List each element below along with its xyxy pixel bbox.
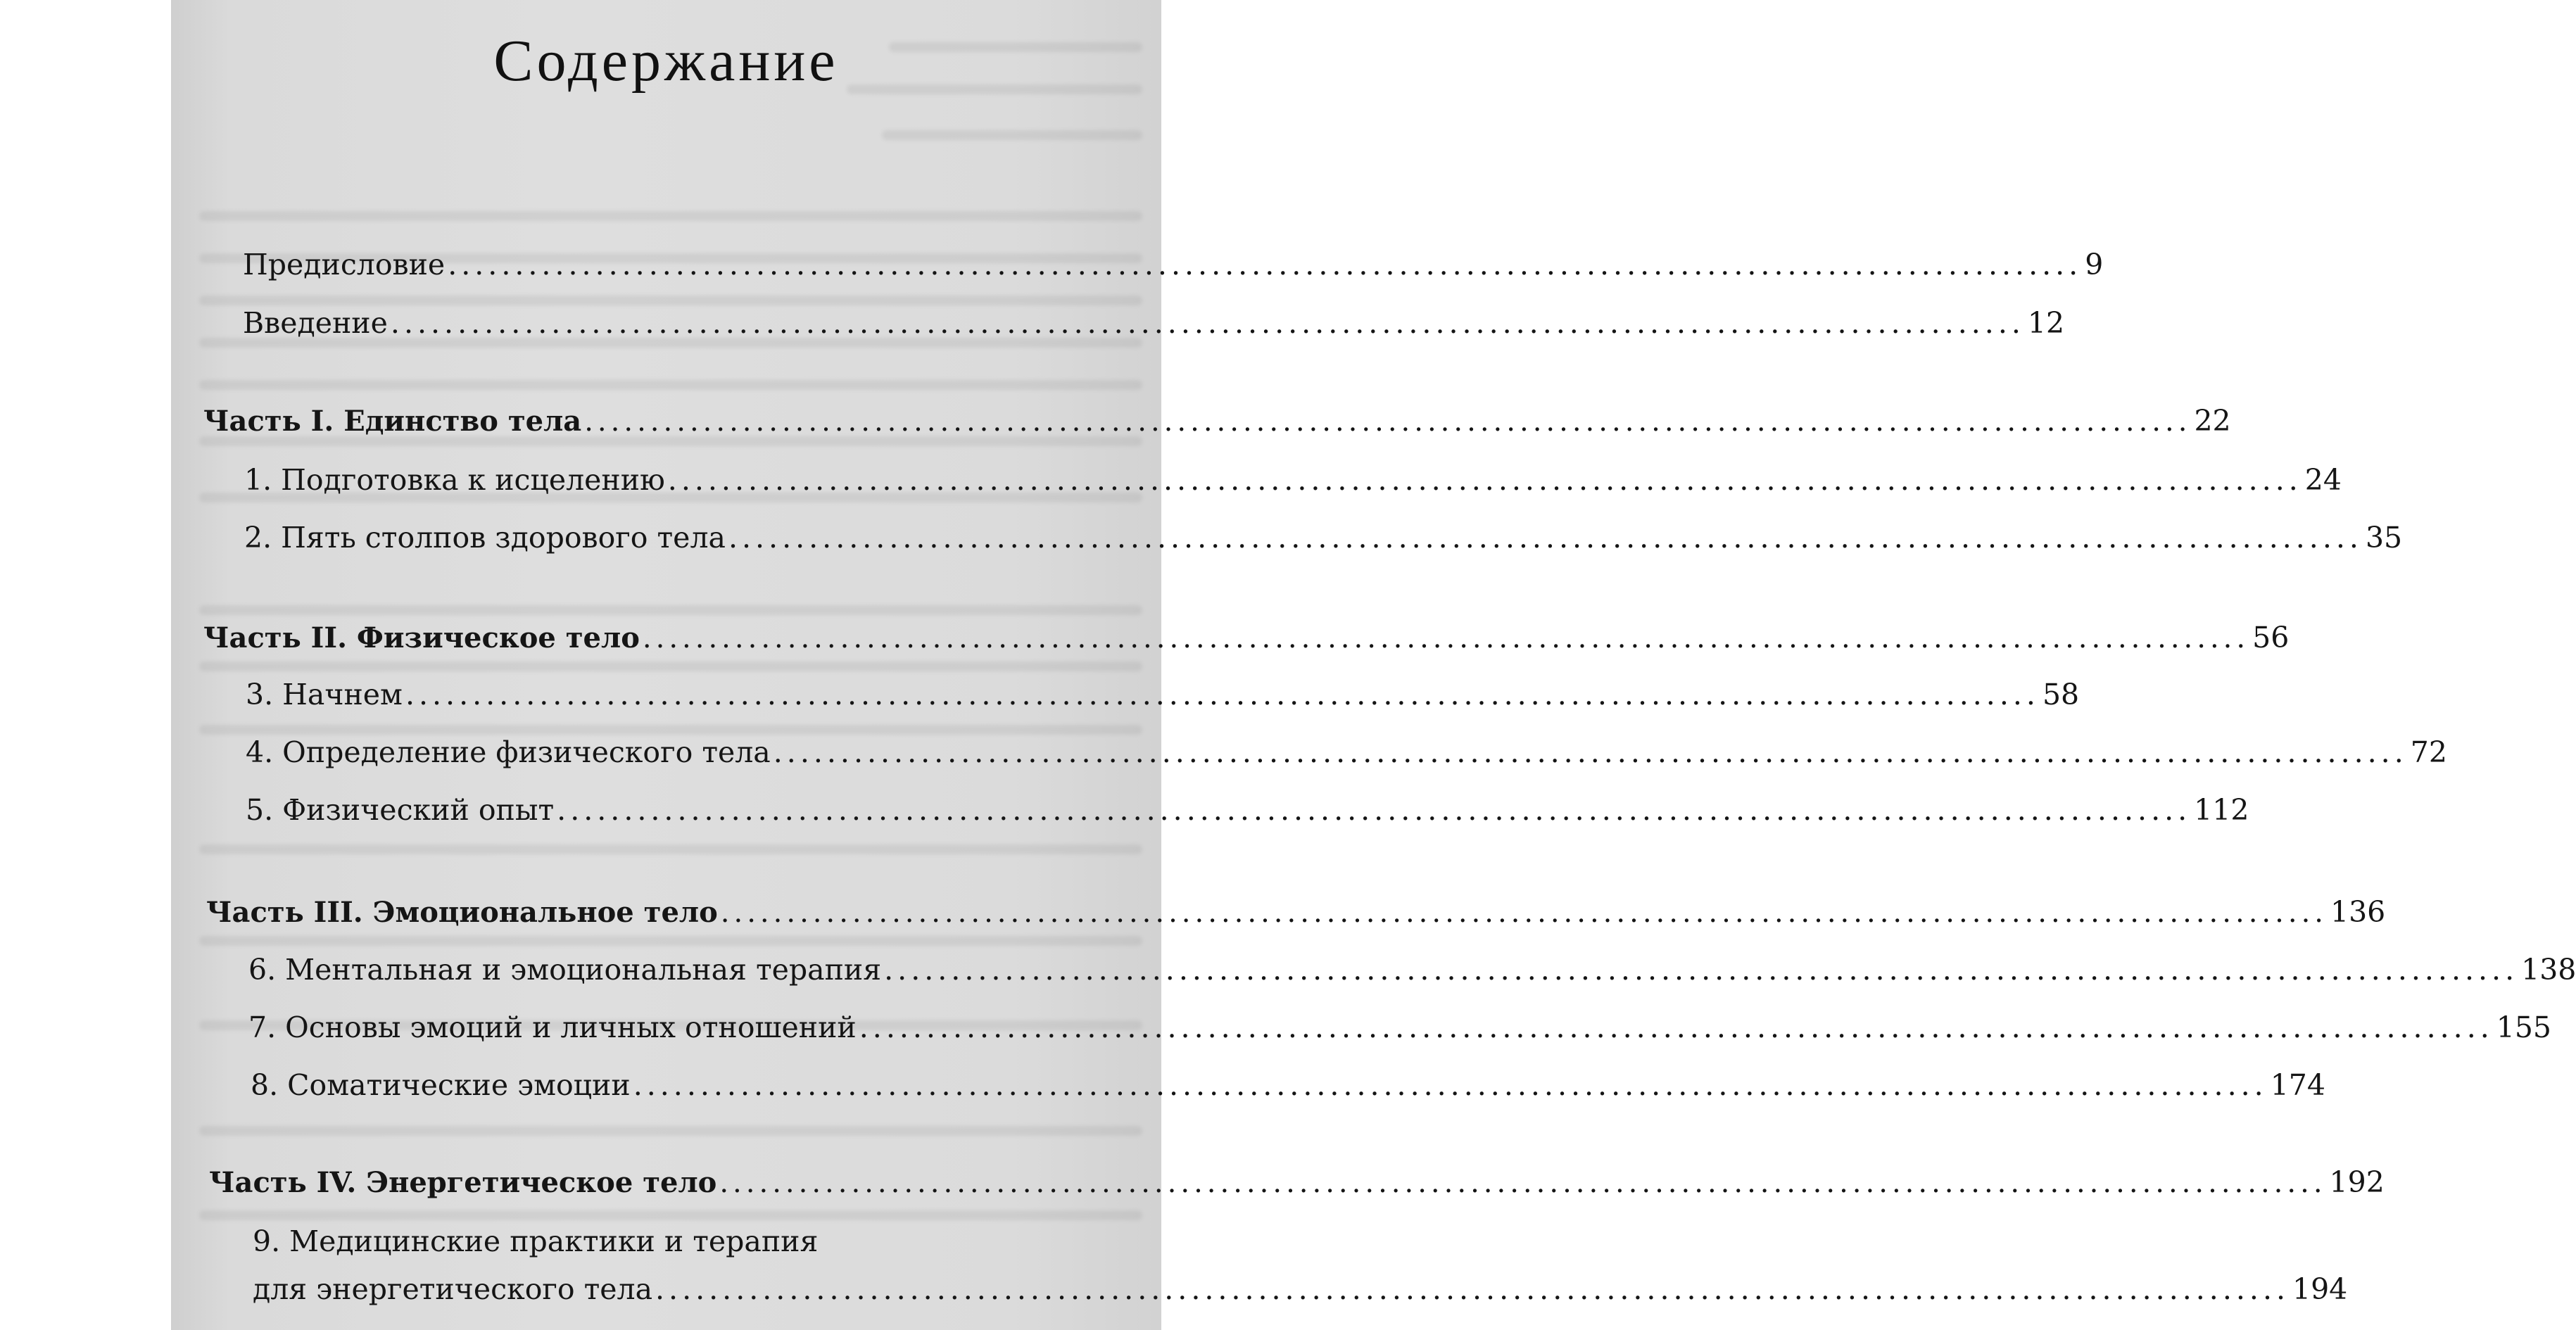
leader-dots: .......................................................................................................................... xyxy=(584,405,2192,438)
toc-chapter-2[interactable] xyxy=(244,521,2403,555)
toc-page-number: 24 xyxy=(2304,463,2342,497)
toc-page-number: 12 xyxy=(2027,306,2065,340)
toc-page-number: 155 xyxy=(2496,1011,2552,1044)
toc-entry-preface[interactable] xyxy=(243,248,2104,281)
leader-dots: .......................................................................................................................... xyxy=(655,1272,2290,1306)
toc-chapter-8[interactable] xyxy=(251,1068,2325,1102)
toc-part-label: Часть II. Физическое тело xyxy=(203,621,640,654)
toc-part-4[interactable] xyxy=(209,1165,2385,1199)
toc-chapter-7[interactable] xyxy=(248,1011,2552,1044)
toc-page-number: 72 xyxy=(2410,735,2447,769)
toc-page-number: 22 xyxy=(2194,404,2231,438)
toc-page-number: 9 xyxy=(2085,248,2104,281)
toc-chapter-5[interactable] xyxy=(246,793,2249,827)
toc-chapter-9[interactable] xyxy=(253,1272,2348,1306)
toc-entry-label: 1. Подготовка к исцелению xyxy=(244,463,665,497)
toc-chapter-4[interactable] xyxy=(246,735,2447,769)
toc-entry-label: Введение xyxy=(243,306,388,340)
toc-page-number: 58 xyxy=(2042,678,2080,711)
toc-entry-label: Предисловие xyxy=(243,248,446,281)
toc-chapter-1[interactable] xyxy=(244,463,2342,497)
toc-entry-label: 2. Пять столпов здорового тела xyxy=(244,521,726,555)
leader-dots: .......................................................................................................................... xyxy=(719,1167,2327,1199)
leader-dots: .......................................................................................................................... xyxy=(773,735,2408,769)
toc-chapter-3[interactable] xyxy=(246,678,2080,711)
toc-part-3[interactable] xyxy=(206,895,2386,929)
leader-dots: .......................................................................................................................... xyxy=(728,521,2363,555)
toc-page-number: 138 xyxy=(2521,953,2576,987)
toc-entry-label: 5. Физический опыт xyxy=(246,793,555,827)
leader-dots: .......................................................................................................................... xyxy=(667,463,2302,497)
toc-entry-label: для энергетического тела xyxy=(253,1272,653,1306)
toc-page-number: 194 xyxy=(2292,1272,2348,1306)
toc-chapter-6[interactable] xyxy=(248,953,2576,987)
page-title: Содержание xyxy=(493,28,839,94)
leader-dots: .......................................................................................................................... xyxy=(642,622,2250,654)
toc-page-number: 56 xyxy=(2252,621,2290,654)
toc-part-label: Часть III. Эмоциональное тело xyxy=(206,896,718,929)
book-page xyxy=(171,0,2576,1330)
toc-page-number: 174 xyxy=(2270,1068,2325,1102)
leader-dots: .......................................................................................................................... xyxy=(633,1068,2268,1102)
toc-entry-label: 4. Определение физического тела xyxy=(246,735,771,769)
toc-part-label: Часть I. Единство тела xyxy=(203,405,582,438)
leader-dots: .......................................................................................................................... xyxy=(557,793,2192,827)
toc-entry-label: 6. Ментальная и эмоциональная терапия xyxy=(248,953,882,987)
toc-chapter-9-line-1[interactable]: 9. Медицинские практики и терапия xyxy=(253,1224,819,1258)
toc-entry-label: 3. Начнем xyxy=(246,678,403,711)
toc-page-number: 112 xyxy=(2194,793,2249,827)
toc-page-number: 192 xyxy=(2329,1165,2385,1199)
toc-part-1[interactable] xyxy=(203,404,2231,438)
toc-part-2[interactable] xyxy=(203,621,2290,654)
toc-entry-label: 8. Соматические эмоции xyxy=(251,1068,631,1102)
leader-dots: .......................................................................................................................... xyxy=(884,953,2519,987)
leader-dots: .......................................................................................................................... xyxy=(859,1011,2494,1044)
table-of-contents xyxy=(171,0,2576,1330)
toc-page-number: 136 xyxy=(2330,895,2386,929)
toc-entry-introduction[interactable] xyxy=(243,306,2065,340)
leader-dots: .......................................................................................................................... xyxy=(448,248,2083,281)
toc-part-label: Часть IV. Энергетическое тело xyxy=(209,1166,717,1199)
leader-dots: .......................................................................................................................... xyxy=(720,897,2328,929)
leader-dots: .......................................................................................................................... xyxy=(405,678,2040,711)
leader-dots: .......................................................................................................................... xyxy=(390,306,2025,340)
toc-entry-label: 7. Основы эмоций и личных отношений xyxy=(248,1011,857,1044)
toc-page-number: 35 xyxy=(2365,521,2403,555)
